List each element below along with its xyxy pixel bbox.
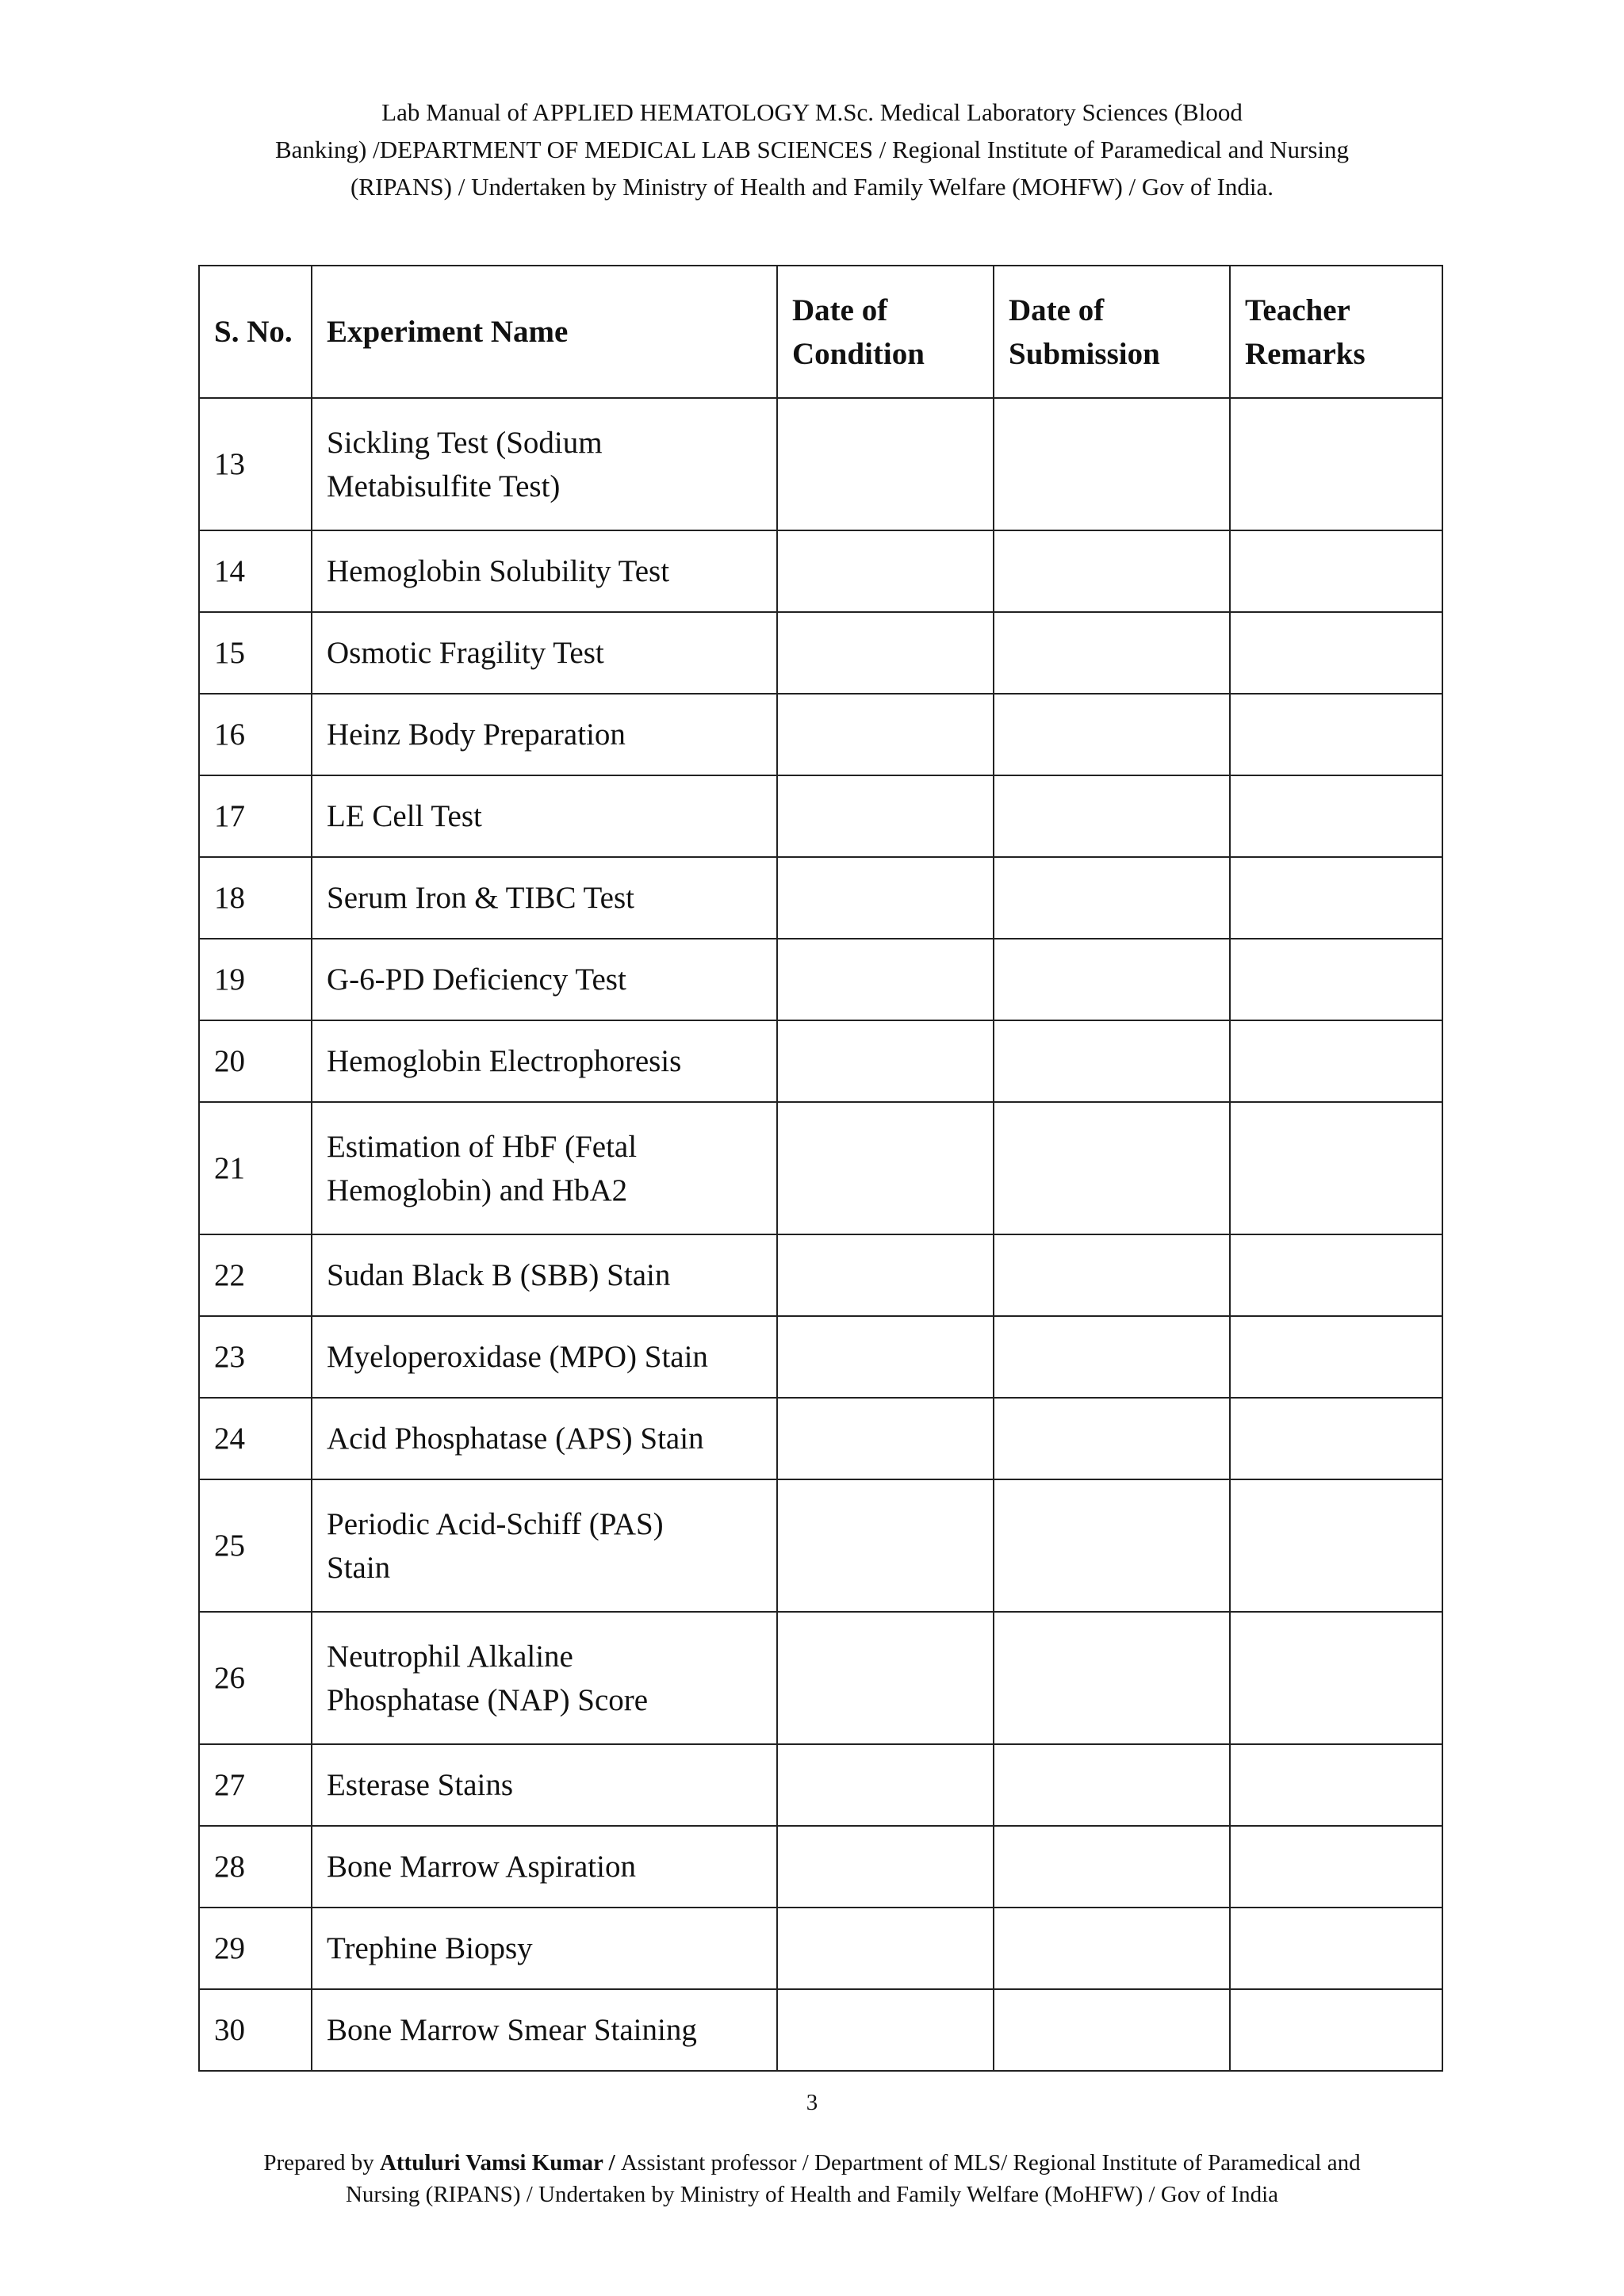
cell-date-of-submission xyxy=(994,1908,1230,1989)
cell-experiment-name: Hemoglobin Solubility Test xyxy=(312,530,777,612)
cell-date-of-condition xyxy=(777,1479,994,1612)
table-row xyxy=(199,1020,1442,1102)
cell-date-of-submission xyxy=(994,1102,1230,1234)
cell-experiment-name: LE Cell Test xyxy=(312,775,777,857)
cell-date-of-submission xyxy=(994,1989,1230,2071)
cell-sno: 16 xyxy=(199,694,312,775)
cell-sno: 25 xyxy=(199,1479,312,1612)
cell-experiment-name: Serum Iron & TIBC Test xyxy=(312,857,777,939)
cell-sno: 23 xyxy=(199,1316,312,1398)
cell-date-of-condition xyxy=(777,1316,994,1398)
cell-teacher-remarks xyxy=(1230,1316,1442,1398)
cell-experiment-name: Sudan Black B (SBB) Stain xyxy=(312,1234,777,1316)
cell-teacher-remarks xyxy=(1230,1020,1442,1102)
cell-teacher-remarks xyxy=(1230,1102,1442,1234)
cell-sno: 20 xyxy=(199,1020,312,1102)
cell-date-of-submission xyxy=(994,1234,1230,1316)
cell-date-of-submission xyxy=(994,1826,1230,1908)
footer-line-2: Nursing (RIPANS) / Undertaken by Ministry of Health and Family Welfare (MoHFW) / Gov of India xyxy=(345,2182,1278,2207)
cell-teacher-remarks xyxy=(1230,1826,1442,1908)
cell-teacher-remarks xyxy=(1230,1989,1442,2071)
cell-experiment-name: Heinz Body Preparation xyxy=(312,694,777,775)
cell-experiment-name: Neutrophil Alkaline Phosphatase (NAP) Score xyxy=(312,1612,777,1744)
cell-date-of-submission xyxy=(994,1316,1230,1398)
cell-date-of-condition xyxy=(777,694,994,775)
table-row xyxy=(199,1102,1442,1234)
footer-line-1: Prepared by Attuluri Vamsi Kumar / Assistant professor / Department of MLS/ Regional Institute of Paramedical and xyxy=(263,2150,1361,2175)
table-row xyxy=(199,398,1442,530)
page-number: 3 xyxy=(806,2090,818,2115)
cell-sno: 17 xyxy=(199,775,312,857)
cell-date-of-condition xyxy=(777,1102,994,1234)
cell-date-of-condition xyxy=(777,1612,994,1744)
table-row xyxy=(199,775,1442,857)
cell-date-of-submission xyxy=(994,939,1230,1020)
cell-experiment-name: Estimation of HbF (Fetal Hemoglobin) and HbA2 xyxy=(312,1102,777,1234)
table-row xyxy=(199,939,1442,1020)
table-row xyxy=(199,1989,1442,2071)
cell-sno: 22 xyxy=(199,1234,312,1316)
cell-date-of-submission xyxy=(994,398,1230,530)
table-row xyxy=(199,1479,1442,1612)
cell-experiment-name: Myeloperoxidase (MPO) Stain xyxy=(312,1316,777,1398)
experiments-table xyxy=(198,265,1443,2072)
cell-date-of-submission xyxy=(994,1020,1230,1102)
cell-date-of-submission xyxy=(994,1479,1230,1612)
table-row xyxy=(199,1612,1442,1744)
table-row xyxy=(199,612,1442,694)
cell-date-of-condition xyxy=(777,1020,994,1102)
cell-experiment-name: Bone Marrow Smear Staining xyxy=(312,1989,777,2071)
cell-experiment-name: Esterase Stains xyxy=(312,1744,777,1826)
cell-sno: 13 xyxy=(199,398,312,530)
cell-teacher-remarks xyxy=(1230,694,1442,775)
document-footer xyxy=(159,2147,1465,2210)
document-header xyxy=(159,94,1465,205)
cell-date-of-submission xyxy=(994,612,1230,694)
header-date-of-submission: Date of Submission xyxy=(994,266,1230,398)
header-teacher-remarks: Teacher Remarks xyxy=(1230,266,1442,398)
cell-teacher-remarks xyxy=(1230,1908,1442,1989)
cell-teacher-remarks xyxy=(1230,612,1442,694)
cell-experiment-name: Osmotic Fragility Test xyxy=(312,612,777,694)
cell-date-of-submission xyxy=(994,1744,1230,1826)
cell-sno: 26 xyxy=(199,1612,312,1744)
cell-teacher-remarks xyxy=(1230,1234,1442,1316)
cell-date-of-submission xyxy=(994,1612,1230,1744)
cell-teacher-remarks xyxy=(1230,530,1442,612)
cell-experiment-name: Sickling Test (Sodium Metabisulfite Test) xyxy=(312,398,777,530)
cell-teacher-remarks xyxy=(1230,775,1442,857)
table-row xyxy=(199,1908,1442,1989)
cell-teacher-remarks xyxy=(1230,1612,1442,1744)
cell-date-of-submission xyxy=(994,775,1230,857)
table-row xyxy=(199,857,1442,939)
cell-sno: 18 xyxy=(199,857,312,939)
footer-author: Attuluri Vamsi Kumar xyxy=(379,2150,603,2175)
table-row xyxy=(199,1398,1442,1479)
table-row xyxy=(199,530,1442,612)
header-line-3: (RIPANS) / Undertaken by Ministry of Health and Family Welfare (MOHFW) / Gov of India. xyxy=(350,173,1274,201)
table-row xyxy=(199,1826,1442,1908)
cell-experiment-name: G-6-PD Deficiency Test xyxy=(312,939,777,1020)
cell-experiment-name: Trephine Biopsy xyxy=(312,1908,777,1989)
cell-date-of-condition xyxy=(777,1908,994,1989)
header-date-of-condition: Date of Condition xyxy=(777,266,994,398)
cell-sno: 30 xyxy=(199,1989,312,2071)
cell-experiment-name: Hemoglobin Electrophoresis xyxy=(312,1020,777,1102)
cell-date-of-condition xyxy=(777,1826,994,1908)
cell-date-of-submission xyxy=(994,1398,1230,1479)
table-row xyxy=(199,1234,1442,1316)
cell-date-of-condition xyxy=(777,1398,994,1479)
table-row xyxy=(199,1316,1442,1398)
cell-experiment-name: Bone Marrow Aspiration xyxy=(312,1826,777,1908)
cell-date-of-condition xyxy=(777,1234,994,1316)
cell-date-of-submission xyxy=(994,694,1230,775)
header-line-2: Banking) /DEPARTMENT OF MEDICAL LAB SCIENCES / Regional Institute of Paramedical and Nursing xyxy=(274,136,1349,163)
cell-sno: 24 xyxy=(199,1398,312,1479)
cell-teacher-remarks xyxy=(1230,1479,1442,1612)
cell-sno: 21 xyxy=(199,1102,312,1234)
cell-sno: 28 xyxy=(199,1826,312,1908)
cell-teacher-remarks xyxy=(1230,1744,1442,1826)
table-row xyxy=(199,1744,1442,1826)
table-header-row xyxy=(199,266,1442,398)
cell-sno: 15 xyxy=(199,612,312,694)
cell-date-of-condition xyxy=(777,398,994,530)
cell-date-of-condition xyxy=(777,1744,994,1826)
cell-teacher-remarks xyxy=(1230,398,1442,530)
header-line-1: Lab Manual of APPLIED HEMATOLOGY M.Sc. Medical Laboratory Sciences (Blood xyxy=(381,98,1243,126)
cell-date-of-condition xyxy=(777,857,994,939)
cell-sno: 27 xyxy=(199,1744,312,1826)
cell-date-of-condition xyxy=(777,775,994,857)
cell-sno: 29 xyxy=(199,1908,312,1989)
header-experiment-name: Experiment Name xyxy=(312,266,777,398)
header-sno: S. No. xyxy=(199,266,312,398)
cell-experiment-name: Acid Phosphatase (APS) Stain xyxy=(312,1398,777,1479)
cell-sno: 19 xyxy=(199,939,312,1020)
cell-date-of-submission xyxy=(994,857,1230,939)
cell-teacher-remarks xyxy=(1230,939,1442,1020)
table-row xyxy=(199,694,1442,775)
cell-date-of-condition xyxy=(777,612,994,694)
cell-date-of-condition xyxy=(777,939,994,1020)
cell-teacher-remarks xyxy=(1230,857,1442,939)
cell-date-of-condition xyxy=(777,1989,994,2071)
cell-date-of-condition xyxy=(777,530,994,612)
cell-sno: 14 xyxy=(199,530,312,612)
cell-teacher-remarks xyxy=(1230,1398,1442,1479)
cell-date-of-submission xyxy=(994,530,1230,612)
cell-experiment-name: Periodic Acid-Schiff (PAS) Stain xyxy=(312,1479,777,1612)
